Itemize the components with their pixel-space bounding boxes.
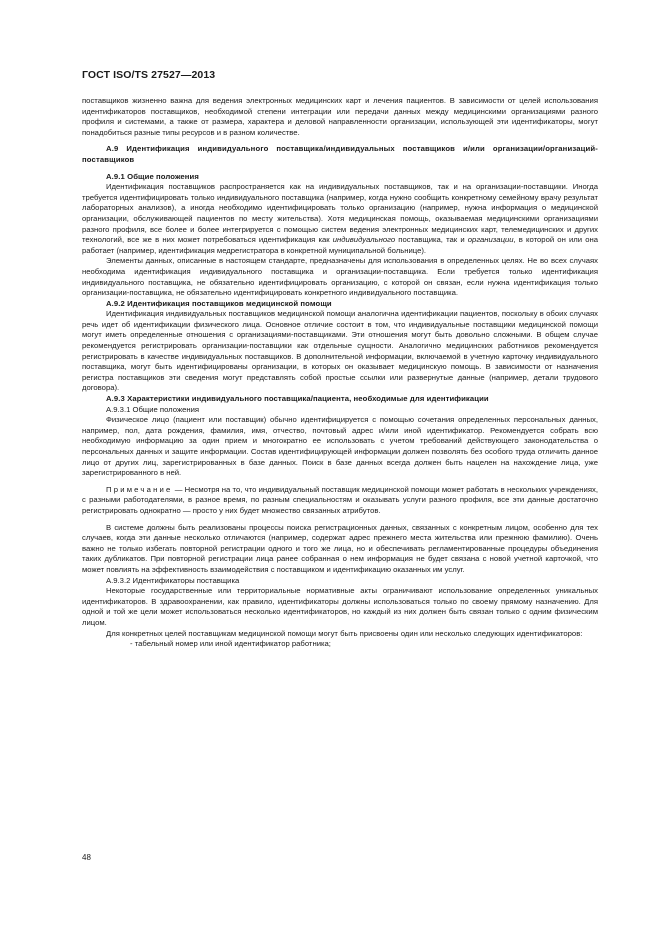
subsection-heading-a9-1: А.9.1 Общие положения <box>106 171 199 181</box>
subsection-heading-a9-2: А.9.2 Идентификация поставщиков медицинской помощи <box>106 298 332 308</box>
italic-term-organization: организации <box>467 235 514 245</box>
text-span: Идентификация поставщиков распространяется как на индивидуальных поставщиков, так и на организации-поставщики. Иногда требуется идентифицировать только индивидуального поставщика (например, когда нужно сообщить конкретному семейному врачу результат лабораторных анализов), а иногда необходимо идентифицировать только организацию (например, нужна информация о медицинской организации, обслуживающей пациентов по месту жительства). Хотя медицинская помощь, оказываемая медицинскими организациями разного профиля, все более и более интегрируется с помощью систем ведения электронных медицинских карт, телемедицинских и других технологий, все же в них может потребоваться идентификация как <box>82 182 598 245</box>
paragraph-a9-3-2-second: Для конкретных целей поставщикам медицинской помощи могут быть присвоены один или несколько следующих идентификаторов: <box>106 628 583 638</box>
note-label: Примечание <box>106 484 173 494</box>
subsubsection-heading-a9-3-2: А.9.3.2 Идентификаторы поставщика <box>106 575 240 585</box>
list-item: - табельный номер или иной идентификатор работника; <box>130 639 331 649</box>
paragraph-a9-3-2-first: Некоторые государственные или территориальные нормативные акты ограничивают использование определенных уникальных идентификаторов. В здравоохранении, как правило, идентификаторы должны использоваться только по своему прямому назначению. Для одной и той же цели может использоваться несколько идентификаторов, но каждый из них должен быть связан только с одним физическим лицом. <box>82 586 598 627</box>
document-header: ГОСТ ISO/TS 27527—2013 <box>82 69 216 81</box>
italic-term-individual: индивидуального <box>332 235 396 245</box>
paragraph-a9-3-1: Физическое лицо (пациент или поставщик) обычно идентифицируется с помощью сочетания определенных персональных данных, например, пол, дата рождения, фамилия, имя, отчество, почтовый адрес и/или иной идентификатор. Рекомендуется собрать всю необходимую информацию за один прием и многократно ее использовать с учетом требований действующего законодательства о персональных данных и защите информации. Состав идентифицирующей информации должен позволять без особого труда отличить данное лицо от других лиц, зарегистрированных в базе данных. Поиск в базе данных всегда должен быть нацелен на нахождение лица, уже зарегистрированного в ней. <box>82 415 598 478</box>
subsection-heading-a9-3: А.9.3 Характеристики индивидуального поставщика/пациента, необходимые для идентификации <box>106 394 489 404</box>
paragraph-intro: поставщиков жизненно важна для ведения электронных медицинских карт и лечения пациентов. В зависимости от целей использования идентификаторов поставщиков, необходимой степени интеграции или передачи данных между медицинскими организациями разного профиля и системами, а также от размера, характера и деловой направленности организации, использующей эти идентификаторы, могут понадобиться разные типы ресурсов и в разном количестве. <box>82 96 598 137</box>
paragraph-system-processes: В системе должны быть реализованы процессы поиска регистрационных данных, связанных с конкретным лицом, особенно для тех случаев, когда эти данные несколько отличаются (например, содержат адрес прежнего места жительства или прежнюю фамилию). Очень важно не только избегать повторной регистрации одного и того же лица, но и обеспечивать регламентированные процедуры объединения таких дубликатов. При повторной регистрации лица ранее собранная о нем информация не будет связана с новой учетной карточкой, что может повлиять на эффективность взаимодействия с поставщиком и идентификацию оказанных им услуг. <box>82 522 598 574</box>
page-number: 48 <box>82 853 91 862</box>
paragraph-a9-2: Идентификация индивидуальных поставщиков медицинской помощи аналогична идентификации пациентов, поскольку в обоих случаях речь идет об идентификации физического лица. Основное отличие состоит в том, что индивидуальные поставщики медицинской помощи могут иметь определенные отношения с организациями-поставщиками. Эти отношения могут быть довольно сложными. В общем случае рекомендуется регистрировать организации-поставщики как отдельные сущности. Аналогично медицинских работников рекомендуется регистрировать в качестве индивидуальных поставщиков. В дополнительной информации, включаемой в учетную карточку индивидуального поставщика, могут быть идентифицированы организации, в которых он оказывает медицинскую помощь. В зависимости от назначения регистра поставщиков эти сведения могут представлять собой простые ссылки или развернутые данные (например, детали трудового договора). <box>82 309 598 393</box>
text-span: поставщика, так и <box>395 235 468 245</box>
paragraph-a9-1-first <box>82 182 598 256</box>
section-heading-a9: А.9 Идентификация индивидуального поставщика/индивидуальных поставщиков и/или организации/организаций-поставщиков <box>82 144 598 164</box>
text-span: , в которой он или она работает (например, идентификация медрегистратора в конкретной муниципальной больнице). <box>82 235 598 255</box>
subsubsection-heading-a9-3-1: А.9.3.1 Общие положения <box>106 404 200 414</box>
note-text: — Несмотря на то, что индивидуальный поставщик медицинской помощи может работать в нескольких учреждениях, с разными работодателями, в разное время, по разным специальностям и оказывать услуги разного профиля, все эти данные достаточно регистрировать однократно — просто у них будет множество связанных атрибутов. <box>82 484 598 515</box>
document-body <box>82 96 598 650</box>
note-paragraph <box>82 485 598 517</box>
paragraph-a9-1-second: Элементы данных, описанные в настоящем стандарте, предназначены для использования в определенных целях. Не во всех случаях необходима идентификация индивидуального поставщика и организации-поставщика. Если требуется только идентификация индивидуального поставщика, не обязательно идентифицировать организацию, с которой он связан, если нужна идентификация только организации-поставщика, не обязательно идентифицировать конкретного индивидуального поставщика. <box>82 256 598 298</box>
